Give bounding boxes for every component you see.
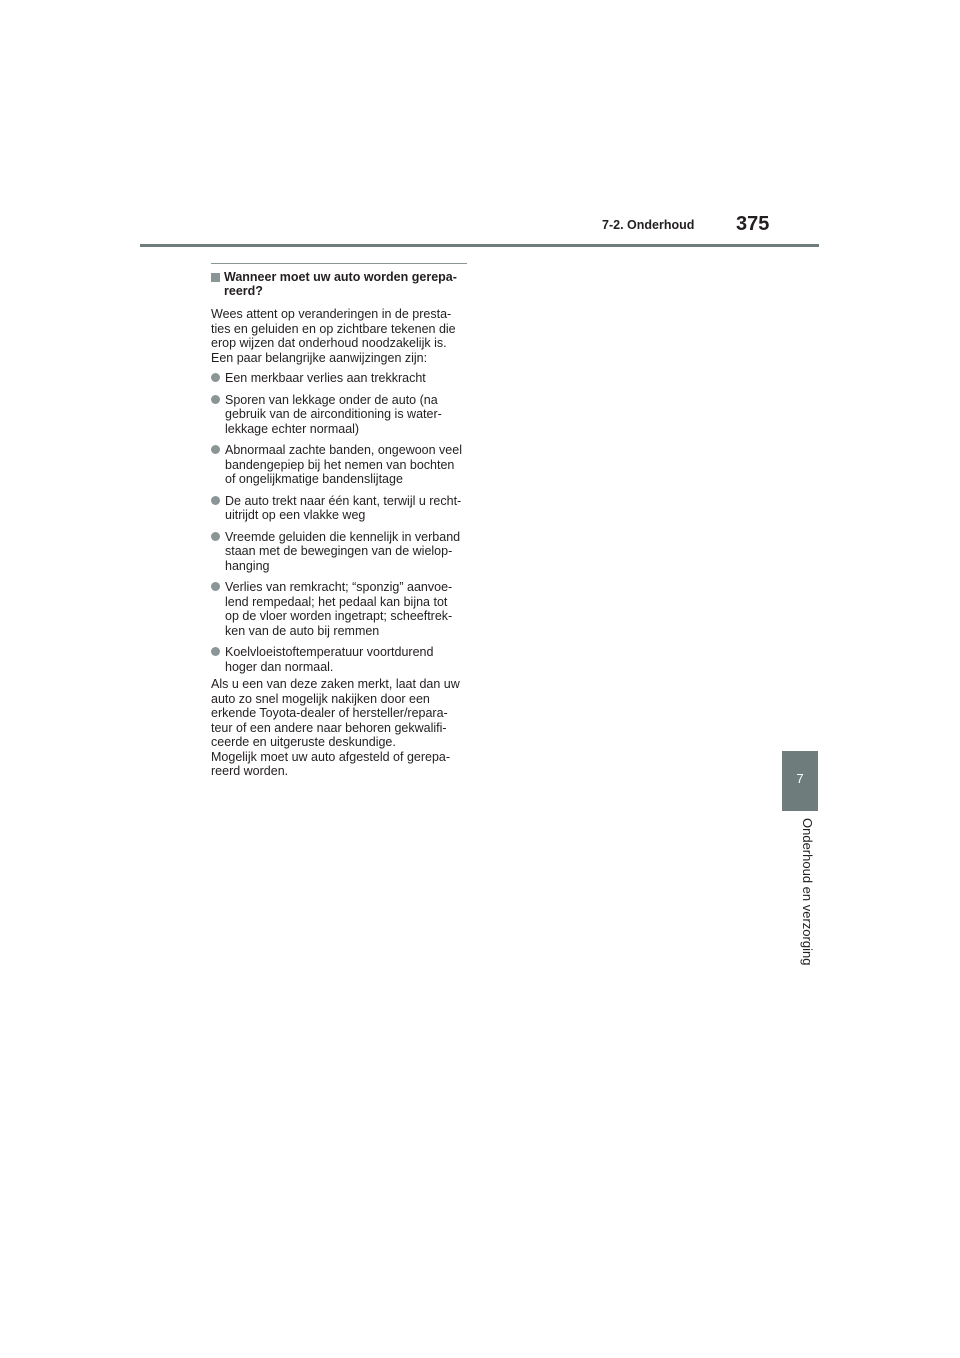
list-item-text: Koelvloeistoftemperatuur voortdurend hoger dan normaal. xyxy=(225,645,434,674)
circle-bullet-icon xyxy=(211,647,220,656)
page-number: 375 xyxy=(736,213,770,235)
circle-bullet-icon xyxy=(211,582,220,591)
list-item-text: Verlies van remkracht; “sponzig” aanvoe- lend rempedaal; het pedaal kan bijna tot op de vloer worden ingetrapt; scheeftrek- ken van de auto bij remmen xyxy=(225,580,453,638)
section-divider xyxy=(211,263,467,264)
circle-bullet-icon xyxy=(211,373,220,382)
list-item-text: Sporen van lekkage onder de auto (na gebruik van de airconditioning is water- lekkage echter normaal) xyxy=(225,392,442,436)
list-item-text: Een merkbaar verlies aan trekkracht xyxy=(225,371,426,385)
section-heading-text: Wanneer moet uw auto worden gerepa- reerd? xyxy=(224,270,457,298)
list-item-text: Abnormaal zachte banden, ongewoon veel bandengepiep bij het nemen van bochten of ongelijkmatige bandenslijtage xyxy=(225,443,462,486)
list-item-text: De auto trekt naar één kant, terwijl u recht- uitrijdt op een vlakke weg xyxy=(225,493,462,522)
circle-bullet-icon xyxy=(211,445,220,454)
section-heading xyxy=(211,270,467,298)
closing-paragraph-2: Mogelijk moet uw auto afgesteld of gerepa- reerd worden. xyxy=(211,749,451,778)
list-item xyxy=(211,393,467,437)
header-divider xyxy=(140,244,819,247)
list-item-text: Vreemde geluiden die kennelijk in verband staan met de bewegingen van de wielop- hanging xyxy=(225,529,461,573)
list-item xyxy=(211,371,467,386)
circle-bullet-icon xyxy=(211,496,220,505)
list-item xyxy=(211,443,467,487)
chapter-tab xyxy=(782,751,818,811)
list-item xyxy=(211,645,467,674)
section-title: 7-2. Onderhoud xyxy=(602,218,695,232)
circle-bullet-icon xyxy=(211,395,220,404)
intro-paragraph: Wees attent op veranderingen in de presta- ties en geluiden en op zichtbare tekenen die erop wijzen dat onderhoud noodzakelijk is. Een paar belangrijke aanwijzingen zijn: xyxy=(211,307,456,365)
list-item xyxy=(211,530,467,574)
list-item xyxy=(211,494,467,523)
chapter-title: Onderhoud en verzorging xyxy=(800,818,815,966)
square-bullet-icon xyxy=(211,273,220,282)
chapter-number: 7 xyxy=(796,771,804,786)
list-item xyxy=(211,580,467,638)
closing-paragraph: Als u een van deze zaken merkt, laat dan uw auto zo snel mogelijk nakijken door een erkende Toyota-dealer of hersteller/repara- teur of een andere naar behoren gekwalifi- ceerde en uitgeruste deskundige. xyxy=(211,677,460,749)
circle-bullet-icon xyxy=(211,532,220,541)
main-content xyxy=(211,263,467,779)
